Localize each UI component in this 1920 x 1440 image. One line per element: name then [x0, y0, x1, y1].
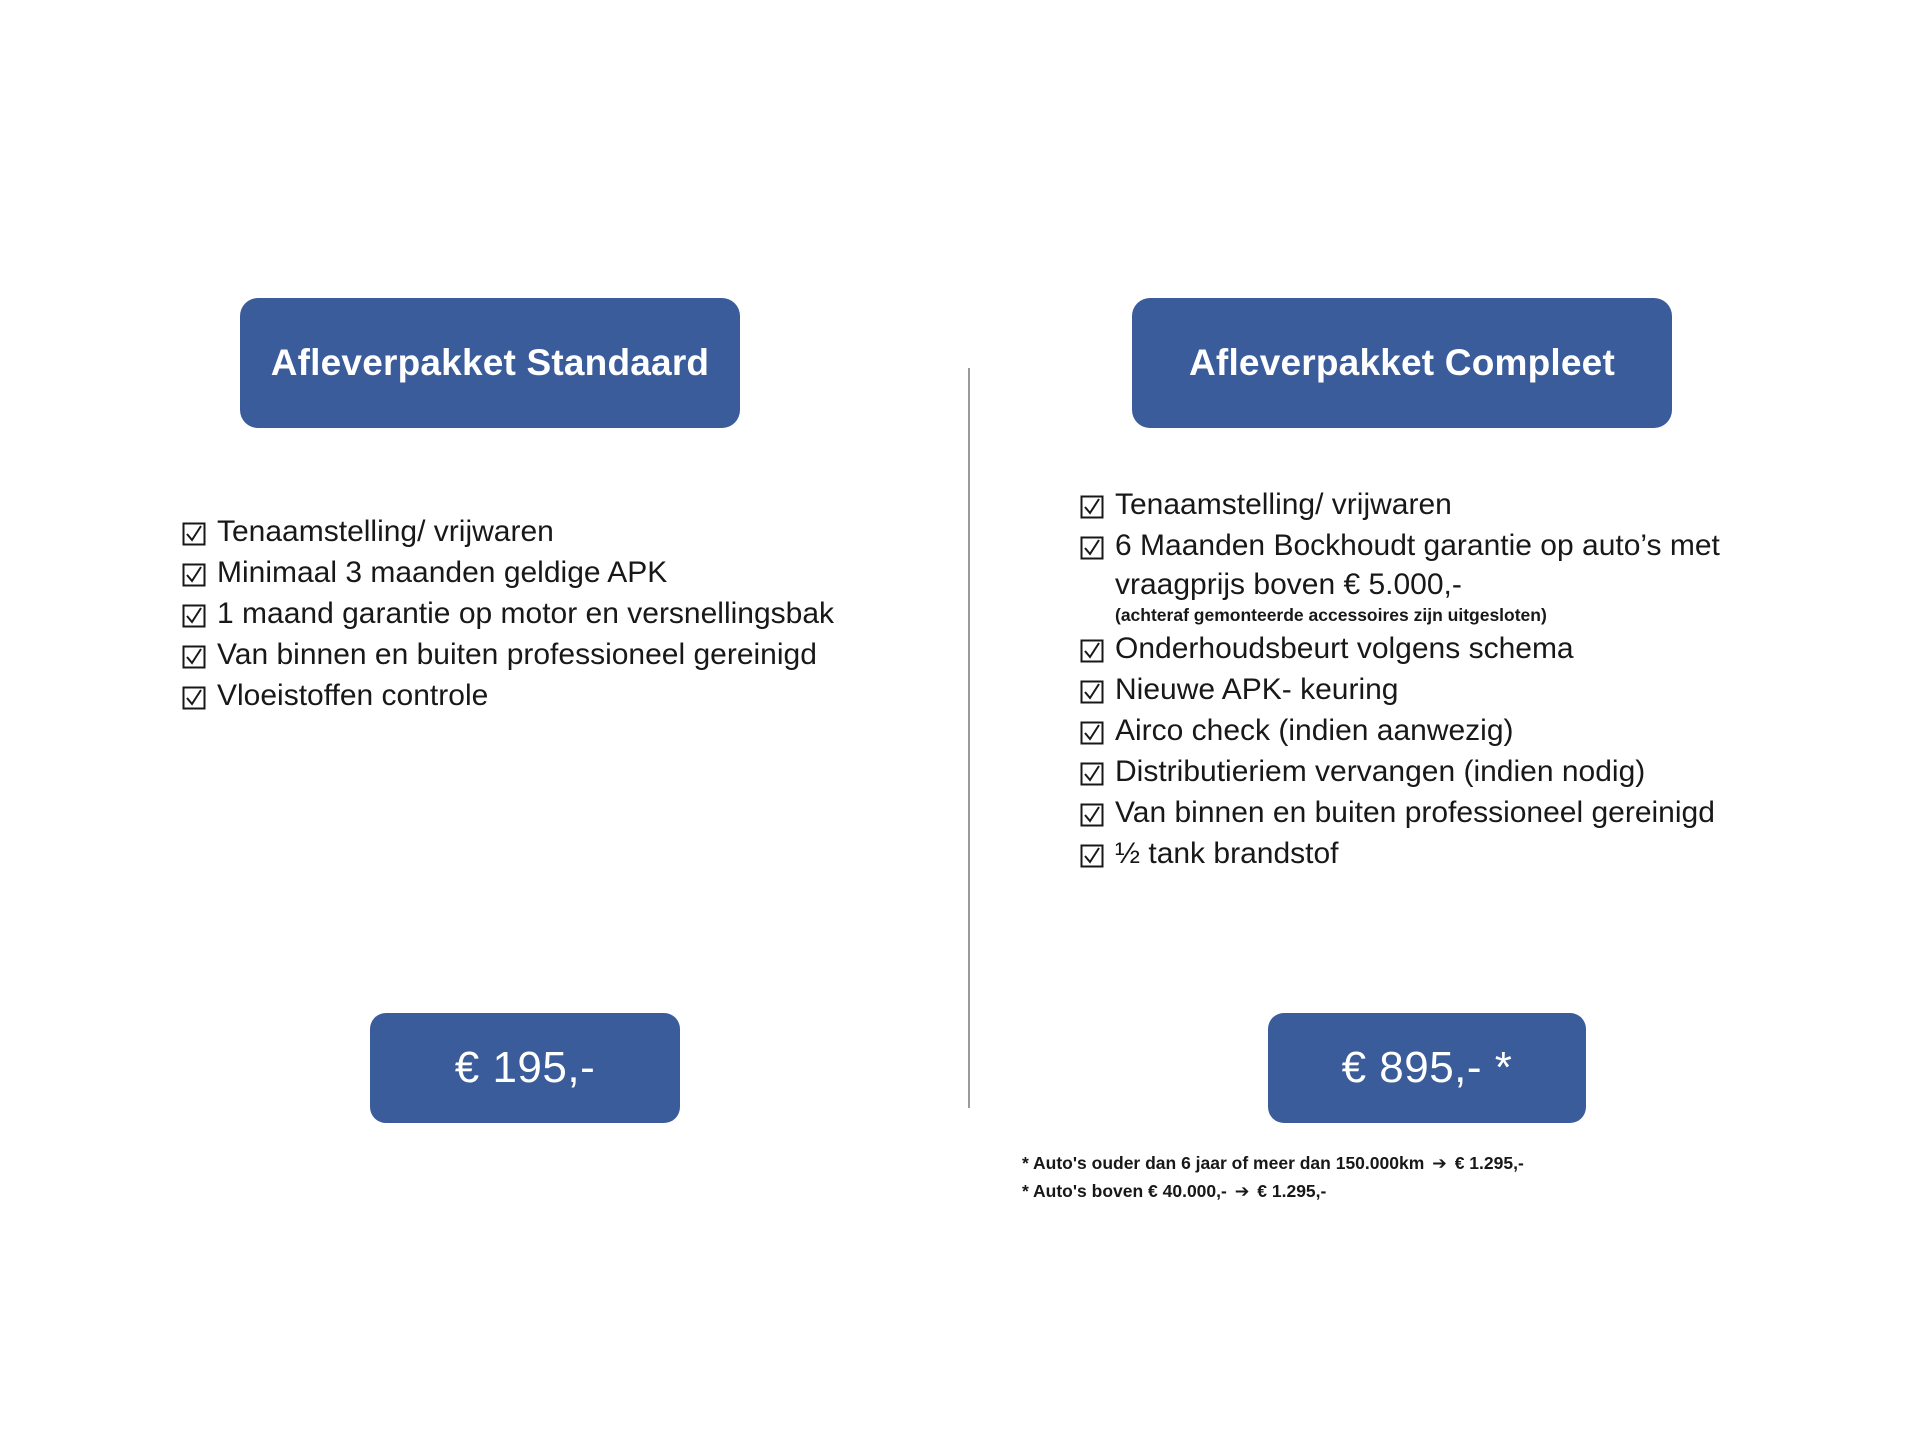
package-title-standaard: Afleverpakket Standaard	[270, 341, 710, 383]
arrow-right-icon: ➔	[1432, 1154, 1447, 1174]
package-title-compleet: Afleverpakket Compleet	[1189, 341, 1615, 383]
list-item	[182, 635, 882, 674]
feature-list-standaard	[182, 512, 882, 717]
feature-label: Tenaamstelling/ vrijwaren	[1115, 488, 1452, 521]
feature-label: Tenaamstelling/ vrijwaren	[217, 515, 554, 548]
list-item	[1080, 834, 1840, 873]
checkbox-icon	[182, 563, 206, 587]
checkbox-icon	[182, 522, 206, 546]
footnotes	[1022, 1150, 1742, 1206]
footnote-text-before: * Auto's boven € 40.000,-	[1022, 1181, 1227, 1202]
checkbox-icon	[182, 604, 206, 628]
checkbox-icon	[1080, 536, 1104, 560]
list-item	[182, 512, 882, 551]
package-column-compleet	[1040, 0, 1820, 1440]
checkbox-icon	[1080, 721, 1104, 745]
checkbox-icon	[1080, 680, 1104, 704]
package-column-standaard	[160, 0, 940, 1440]
footnote-text-after: € 1.295,-	[1454, 1153, 1524, 1173]
checkbox-icon	[1080, 762, 1104, 786]
feature-label: Nieuwe APK- keuring	[1115, 672, 1399, 706]
list-item	[182, 553, 882, 592]
price-pill-compleet	[1268, 1013, 1586, 1123]
list-item	[182, 676, 882, 715]
feature-label: Distributieriem vervangen (indien nodig)	[1115, 754, 1646, 788]
footnote-line	[1022, 1178, 1742, 1206]
feature-label: Airco check (indien aanwezig)	[1115, 713, 1514, 747]
feature-label: 6 Maanden Bockhoudt garantie op auto’s met vraagprijs boven € 5.000,-	[1115, 529, 1720, 601]
checkbox-icon	[182, 645, 206, 669]
checkbox-icon	[182, 686, 206, 710]
arrow-right-icon: ➔	[1234, 1182, 1250, 1203]
checkbox-icon	[1080, 803, 1104, 827]
feature-label: Van binnen en buiten professioneel gereinigd	[1115, 795, 1715, 829]
feature-label: Van binnen en buiten professioneel gereinigd	[217, 638, 817, 671]
footnote-text-before: * Auto's ouder dan 6 jaar of meer dan 150.000km	[1022, 1153, 1425, 1173]
footnote-text-after: € 1.295,-	[1257, 1181, 1327, 1202]
feature-label: 1 maand garantie op motor en versnellingsbak	[217, 597, 835, 630]
price-label-compleet: € 895,- *	[1341, 1043, 1513, 1092]
list-item	[1080, 485, 1840, 524]
feature-label: Minimaal 3 maanden geldige APK	[217, 556, 668, 589]
checkbox-icon	[1080, 639, 1104, 663]
list-item	[1080, 711, 1840, 750]
feature-label: Onderhoudsbeurt volgens schema	[1115, 631, 1574, 665]
package-title-pill-compleet	[1132, 298, 1672, 428]
column-divider	[968, 368, 970, 1108]
list-item	[1080, 629, 1840, 668]
checkbox-icon	[1080, 844, 1104, 868]
list-item	[182, 594, 882, 633]
price-pill-standaard	[370, 1013, 680, 1123]
package-title-pill-standaard	[240, 298, 740, 428]
price-label-standaard: € 195,-	[454, 1043, 596, 1092]
feature-label: Vloeistoffen controle	[217, 679, 489, 712]
list-item	[1080, 526, 1840, 627]
footnote-line	[1022, 1150, 1742, 1178]
list-item	[1080, 793, 1840, 832]
list-item	[1080, 752, 1840, 791]
feature-label-with-note	[1115, 526, 1840, 627]
feature-list-compleet	[1080, 485, 1840, 875]
list-item	[1080, 670, 1840, 709]
feature-label: ½ tank brandstof	[1115, 836, 1339, 870]
feature-note: (achteraf gemonteerde accessoires zijn uitgesloten)	[1115, 605, 1547, 625]
checkbox-icon	[1080, 495, 1104, 519]
